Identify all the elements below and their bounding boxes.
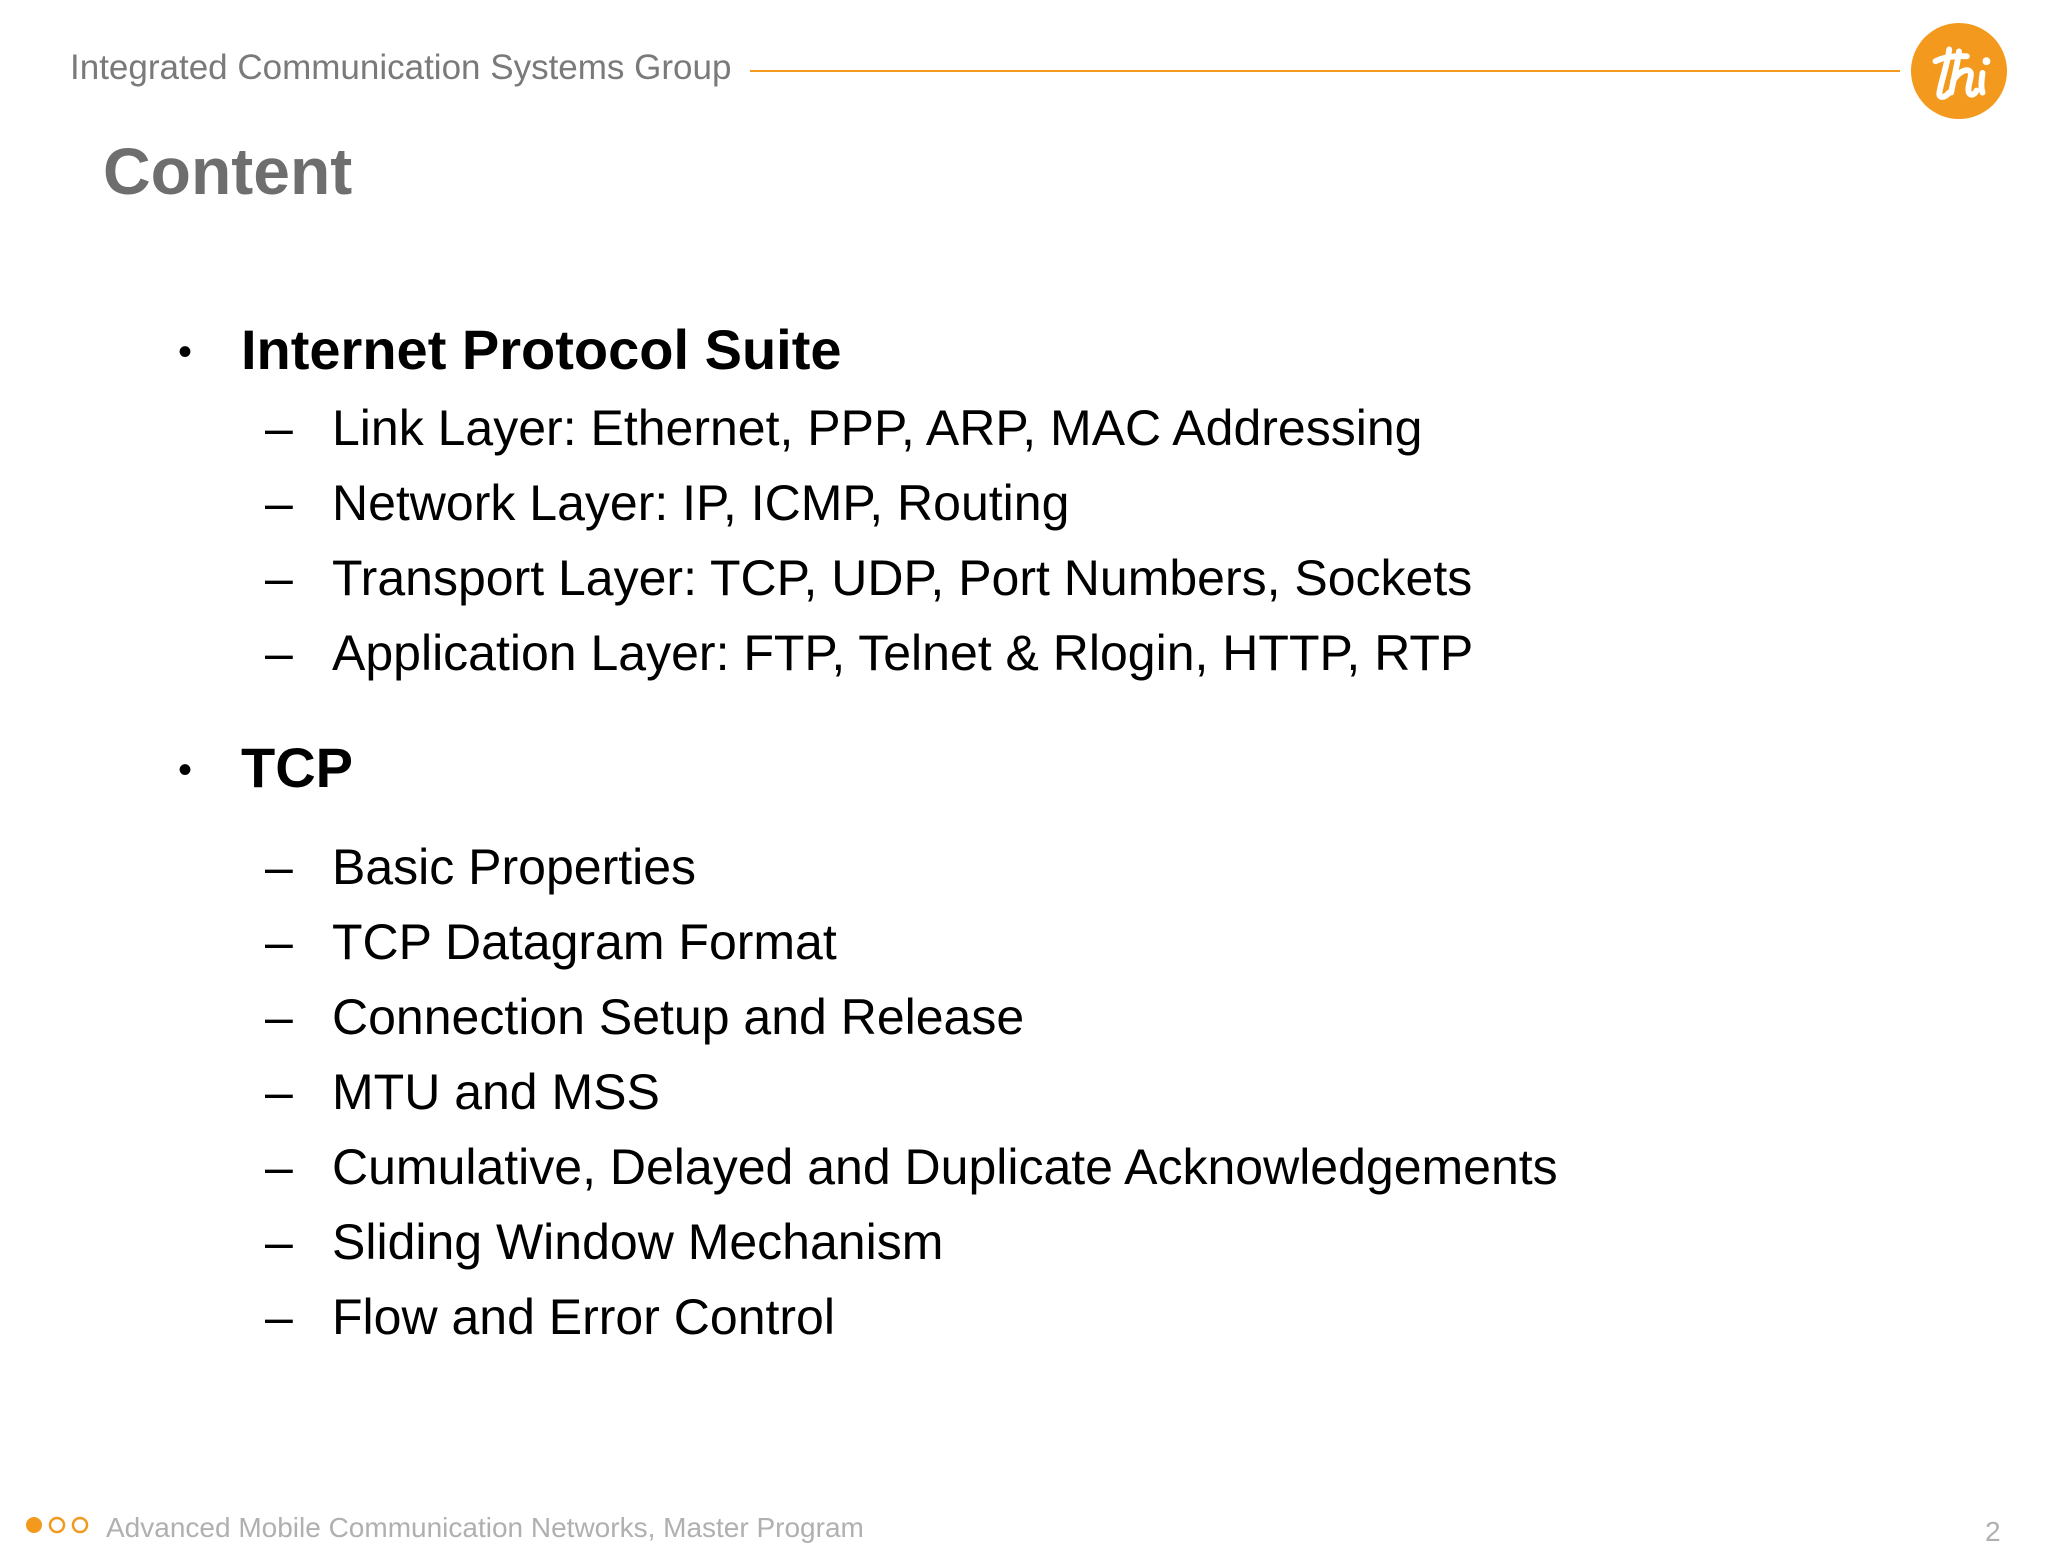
bullet-glyph: • [178,748,193,792]
list-item-text: Connection Setup and Release [332,989,1025,1045]
list-item-text: Transport Layer: TCP, UDP, Port Numbers, Sockets [332,550,1473,606]
dash-glyph: – [265,550,293,606]
list-item-text: Network Layer: IP, ICMP, Routing [332,475,1070,531]
list-item-text: MTU and MSS [332,1064,660,1120]
dash-glyph: – [265,400,293,456]
list-item-text: Sliding Window Mechanism [332,1214,944,1270]
header-divider [750,70,1900,72]
dash-glyph: – [265,914,293,970]
dash-glyph: – [265,989,293,1045]
three-dots-icon [24,1515,90,1535]
list-item-text: Link Layer: Ethernet, PPP, ARP, MAC Addressing [332,400,1423,456]
section-heading: Internet Protocol Suite [241,318,842,381]
list-item-text: Flow and Error Control [332,1289,835,1345]
list-item-text: TCP Datagram Format [332,914,837,970]
dash-glyph: – [265,839,293,895]
dash-glyph: – [265,475,293,531]
group-name: Integrated Communication Systems Group [70,48,732,87]
dash-glyph: – [265,1214,293,1270]
slide-header [0,0,2048,140]
list-item-text: Basic Properties [332,839,697,895]
page-title: Content [103,134,353,208]
list-item-text: Cumulative, Delayed and Duplicate Acknowledgements [332,1139,1558,1195]
bullet-glyph: • [178,330,193,374]
tu-ilmenau-logo-icon [1910,22,2008,120]
dash-glyph: – [265,1289,293,1345]
section-heading: TCP [241,736,353,799]
footer-text: Advanced Mobile Communication Networks, Master Program [106,1512,864,1543]
dash-glyph: – [265,625,293,681]
page-number: 2 [1985,1516,2001,1547]
dash-glyph: – [265,1064,293,1120]
list-item-text: Application Layer: FTP, Telnet & Rlogin, HTTP, RTP [332,625,1474,681]
dash-glyph: – [265,1139,293,1195]
